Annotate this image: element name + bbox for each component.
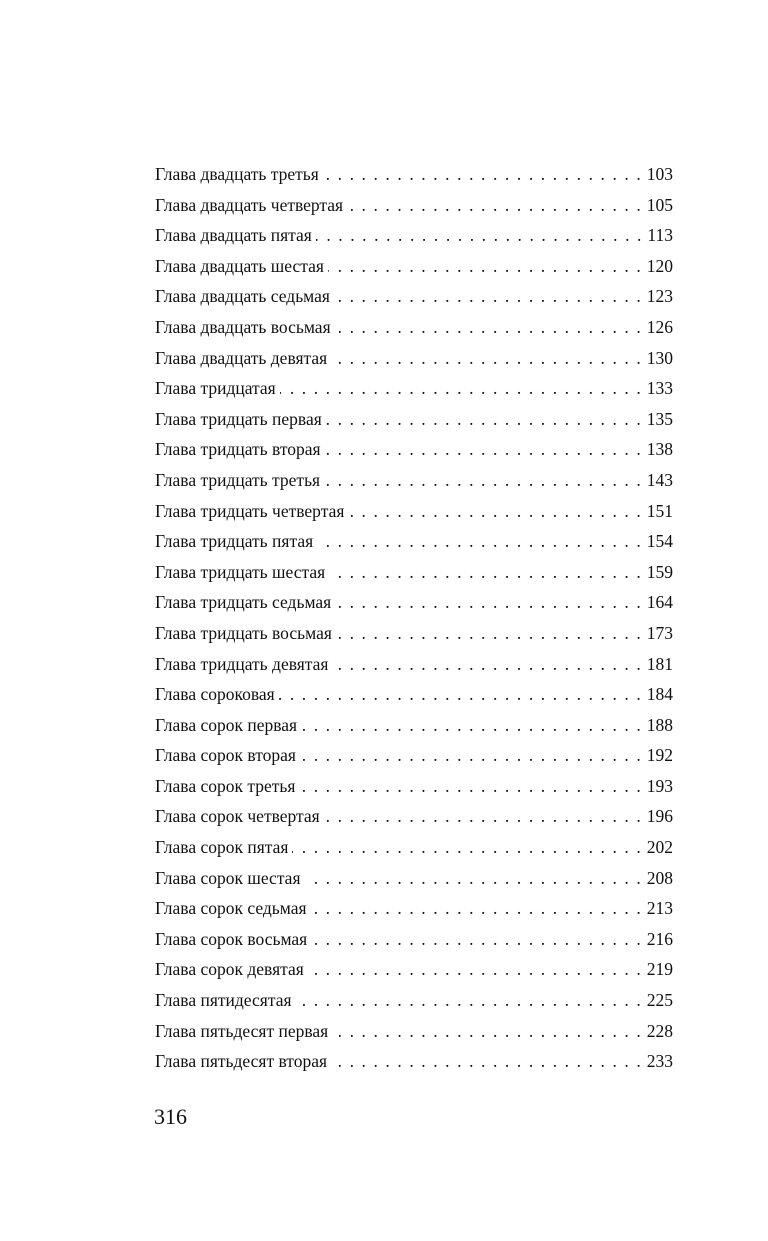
toc-dot-leader bbox=[335, 312, 641, 343]
toc-entry-title: Глава двадцать четвертая bbox=[155, 194, 344, 215]
toc-entry-page: 154 bbox=[646, 531, 673, 552]
toc-entry bbox=[155, 740, 673, 771]
toc-entry-page: 192 bbox=[646, 745, 673, 766]
toc-entry bbox=[155, 220, 673, 251]
toc-entry-page: 173 bbox=[646, 622, 673, 643]
toc-dot-leader bbox=[311, 893, 641, 924]
toc-entry bbox=[155, 893, 673, 924]
toc-entry bbox=[155, 251, 673, 282]
toc-entry-title: Глава пятьдесят вторая bbox=[155, 1051, 328, 1072]
toc-entry-title: Глава сорок седьмая bbox=[155, 898, 307, 919]
toc-entry-title: Глава тридцать четвертая bbox=[155, 500, 345, 521]
toc-entry-title: Глава сорок пятая bbox=[155, 837, 289, 858]
toc-entry-page: 151 bbox=[646, 500, 673, 521]
toc-dot-leader bbox=[326, 404, 641, 435]
toc-entry-title: Глава тридцатая bbox=[155, 378, 276, 399]
toc-dot-leader bbox=[335, 587, 641, 618]
toc-dot-leader bbox=[324, 801, 641, 832]
toc-entry-page: 138 bbox=[646, 439, 673, 460]
toc-entry bbox=[155, 190, 673, 221]
toc-dot-leader bbox=[348, 496, 640, 527]
toc-entry bbox=[155, 1046, 673, 1077]
toc-entry-title: Глава двадцать седьмая bbox=[155, 286, 330, 307]
toc-dot-leader bbox=[317, 526, 641, 557]
toc-dot-leader bbox=[328, 251, 641, 282]
toc-entry-title: Глава сорок четвертая bbox=[155, 806, 320, 827]
toc-dot-leader bbox=[300, 740, 641, 771]
toc-entry-page: 105 bbox=[646, 194, 673, 215]
toc-entry-title: Глава двадцать восьмая bbox=[155, 316, 331, 337]
toc-entry-page: 193 bbox=[646, 775, 673, 796]
table-of-contents bbox=[155, 159, 673, 1077]
toc-entry-title: Глава сорок шестая bbox=[155, 867, 301, 888]
toc-entry bbox=[155, 496, 673, 527]
toc-entry-title: Глава тридцать первая bbox=[155, 408, 322, 429]
toc-entry-title: Глава сорок третья bbox=[155, 775, 296, 796]
toc-entry-title: Глава сорок девятая bbox=[155, 959, 304, 980]
toc-dot-leader bbox=[334, 281, 641, 312]
toc-entry-page: 233 bbox=[646, 1051, 673, 1072]
toc-entry bbox=[155, 404, 673, 435]
toc-entry-title: Глава пятидесятая bbox=[155, 990, 292, 1011]
toc-entry bbox=[155, 649, 673, 680]
toc-dot-leader bbox=[332, 1016, 641, 1047]
toc-dot-leader bbox=[311, 924, 641, 955]
toc-entry-page: 164 bbox=[646, 592, 673, 613]
toc-entry-page: 216 bbox=[646, 928, 673, 949]
toc-entry-page: 181 bbox=[646, 653, 673, 674]
toc-entry-page: 219 bbox=[646, 959, 673, 980]
toc-entry bbox=[155, 924, 673, 955]
toc-dot-leader bbox=[331, 343, 641, 374]
toc-entry bbox=[155, 618, 673, 649]
toc-entry bbox=[155, 954, 673, 985]
toc-entry-title: Глава тридцать третья bbox=[155, 469, 321, 490]
toc-entry-title: Глава двадцать пятая bbox=[155, 225, 312, 246]
toc-entry-page: 213 bbox=[646, 898, 673, 919]
page-number: 316 bbox=[154, 1104, 187, 1129]
toc-entry-page: 196 bbox=[646, 806, 673, 827]
toc-dot-leader bbox=[331, 1046, 641, 1077]
toc-dot-leader bbox=[325, 434, 641, 465]
toc-entry-page: 159 bbox=[646, 561, 673, 582]
toc-entry-title: Глава двадцать третья bbox=[155, 164, 319, 184]
toc-entry bbox=[155, 281, 673, 312]
toc-dot-leader bbox=[301, 710, 641, 741]
toc-entry-title: Глава двадцать девятая bbox=[155, 347, 328, 368]
toc-entry bbox=[155, 434, 673, 465]
toc-entry-title: Глава сороковая bbox=[155, 684, 275, 705]
toc-entry bbox=[155, 465, 673, 496]
toc-entry-page: 103 bbox=[646, 164, 673, 184]
toc-dot-leader bbox=[308, 954, 641, 985]
toc-dot-leader bbox=[329, 557, 641, 588]
toc-entry bbox=[155, 863, 673, 894]
toc-entry bbox=[155, 312, 673, 343]
toc-entry-page: 133 bbox=[646, 378, 673, 399]
toc-entry-title: Глава тридцать седьмая bbox=[155, 592, 332, 613]
toc-entry-title: Глава тридцать восьмая bbox=[155, 622, 332, 643]
toc-entry-page: 120 bbox=[646, 255, 673, 276]
toc-entry bbox=[155, 587, 673, 618]
toc-entry bbox=[155, 710, 673, 741]
toc-entry-title: Глава тридцать девятая bbox=[155, 653, 329, 674]
toc-entry-title: Глава сорок восьмая bbox=[155, 928, 308, 949]
toc-dot-leader bbox=[324, 465, 641, 496]
toc-entry bbox=[155, 1016, 673, 1047]
toc-entry-title: Глава тридцать шестая bbox=[155, 561, 326, 582]
toc-entry-title: Глава пятьдесят первая bbox=[155, 1020, 329, 1041]
toc-entry-page: 130 bbox=[646, 347, 673, 368]
toc-dot-leader bbox=[336, 618, 641, 649]
toc-dot-leader bbox=[292, 832, 640, 863]
toc-entry-page: 135 bbox=[646, 408, 673, 429]
toc-dot-leader bbox=[279, 679, 641, 710]
toc-entry-page: 188 bbox=[646, 714, 673, 735]
toc-entry bbox=[155, 832, 673, 863]
toc-entry-page: 202 bbox=[646, 837, 673, 858]
toc-entry-title: Глава сорок первая bbox=[155, 714, 298, 735]
toc-dot-leader bbox=[316, 220, 642, 251]
toc-entry bbox=[155, 373, 673, 404]
toc-entry bbox=[155, 771, 673, 802]
toc-entry bbox=[155, 343, 673, 374]
toc-entry-page: 126 bbox=[646, 316, 673, 337]
toc-entry bbox=[155, 159, 673, 190]
toc-dot-leader bbox=[323, 159, 641, 190]
toc-entry-page: 225 bbox=[646, 990, 673, 1011]
toc-dot-leader bbox=[280, 373, 641, 404]
toc-entry-title: Глава двадцать шестая bbox=[155, 255, 324, 276]
toc-dot-leader bbox=[332, 649, 640, 680]
toc-entry-page: 228 bbox=[646, 1020, 673, 1041]
toc-dot-leader bbox=[347, 190, 641, 221]
toc-entry bbox=[155, 557, 673, 588]
toc-dot-leader bbox=[299, 771, 640, 802]
toc-entry-title: Глава тридцать вторая bbox=[155, 439, 321, 460]
toc-entry bbox=[155, 679, 673, 710]
toc-entry-page: 208 bbox=[646, 867, 673, 888]
toc-entry-page: 123 bbox=[646, 286, 673, 307]
toc-entry bbox=[155, 801, 673, 832]
toc-dot-leader bbox=[305, 863, 641, 894]
toc-entry-title: Глава сорок вторая bbox=[155, 745, 296, 766]
toc-entry bbox=[155, 985, 673, 1016]
toc-entry bbox=[155, 526, 673, 557]
toc-entry-page: 184 bbox=[646, 684, 673, 705]
toc-entry-page: 143 bbox=[646, 469, 673, 490]
toc-entry-title: Глава тридцать пятая bbox=[155, 531, 314, 552]
toc-dot-leader bbox=[296, 985, 641, 1016]
toc-entry-page: 113 bbox=[647, 225, 673, 246]
